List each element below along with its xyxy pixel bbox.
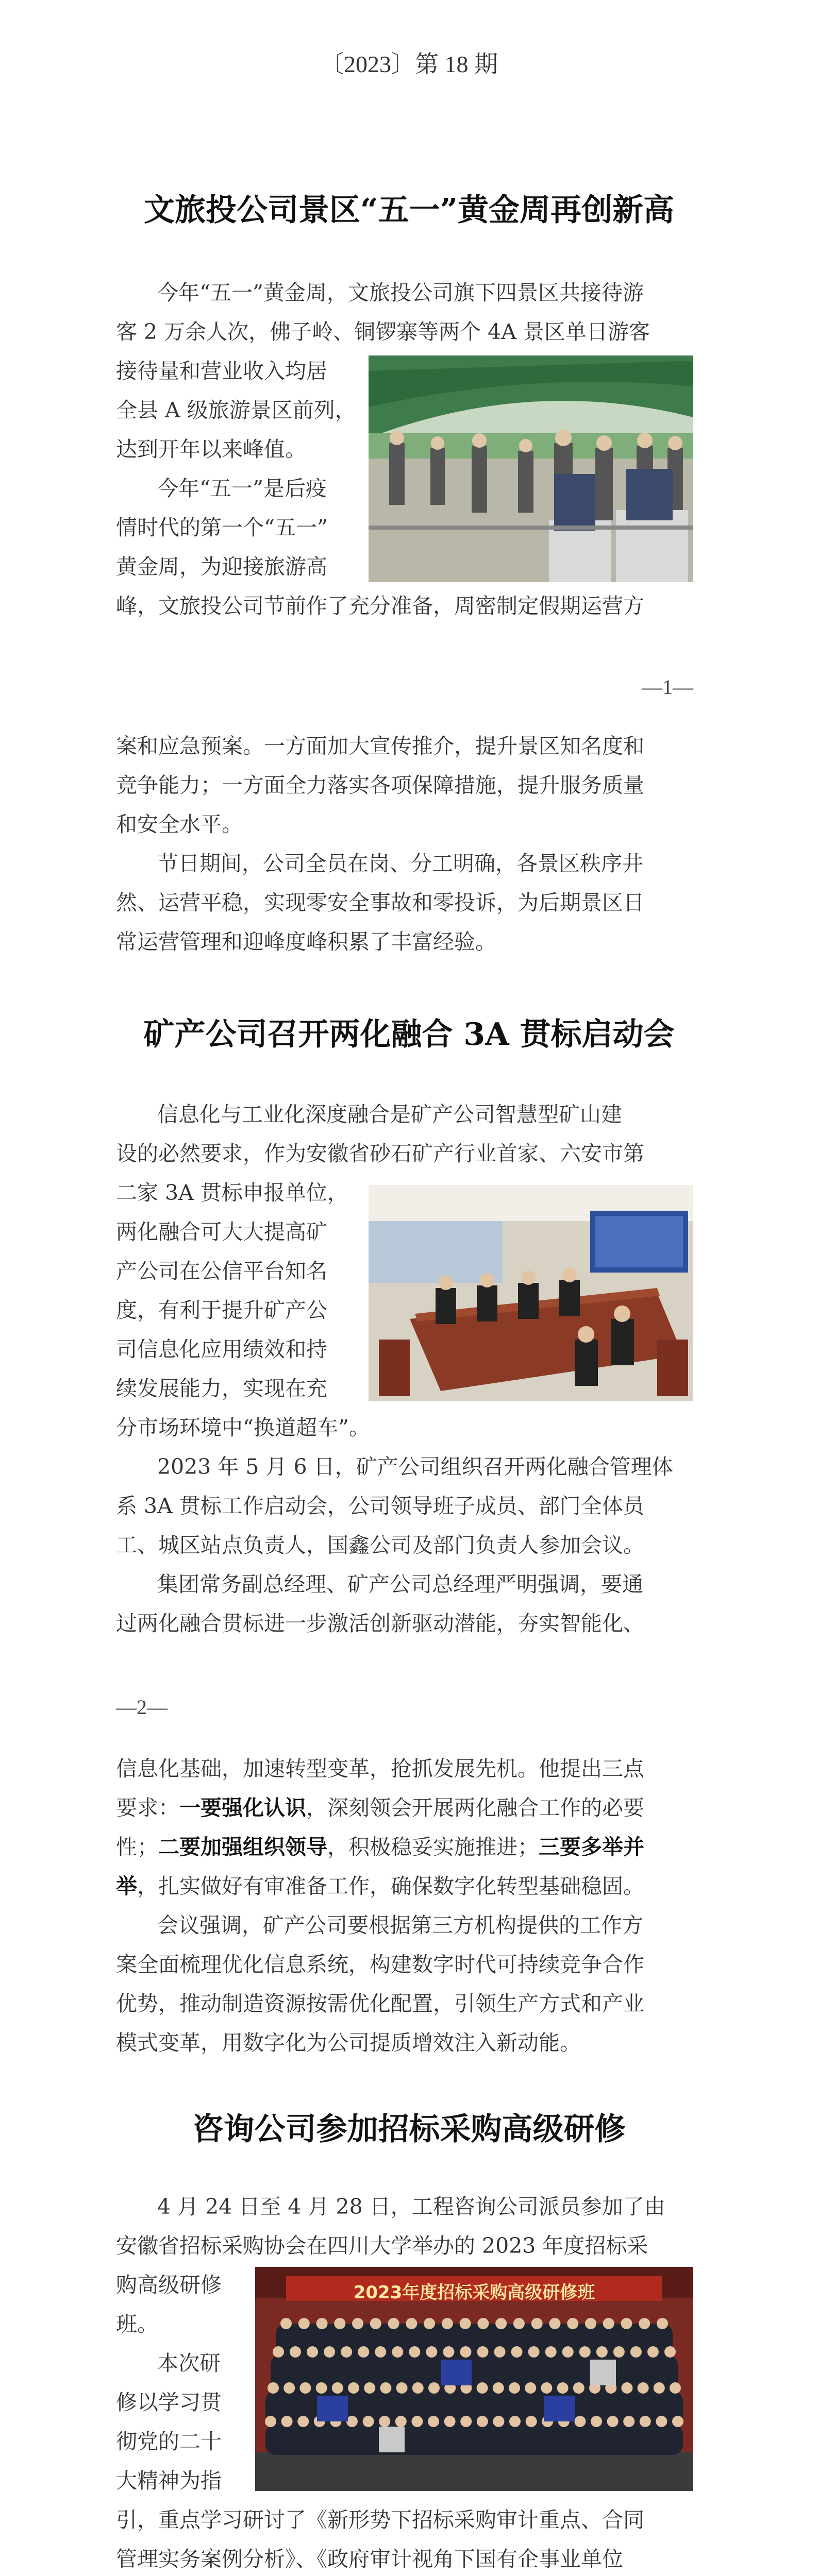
article-2-line: 二家 3A 贯标申报单位， [116, 1180, 348, 1205]
article-2-line: 案全面梳理优化信息系统，构建数字时代可持续竞争合作 [116, 1952, 644, 1977]
emphasis-text: 一要强化认识 [179, 1795, 306, 1820]
article-2-line: 司信息化应用绩效和持 [116, 1337, 327, 1362]
article-1-line: 接待量和营业收入均居 [116, 359, 327, 383]
article-3-line: 修以学习贯 [116, 2390, 222, 2415]
article-3-line: 大精神为指 [116, 2468, 222, 2493]
article-2-line: 产公司在公信平台知名 [116, 1259, 327, 1283]
article-1-line: 情时代的第一个“五一” [116, 515, 328, 540]
page-number-1: —1— [642, 675, 693, 699]
article-3-title: 咨询公司参加招标采购高级研修 [192, 2111, 626, 2147]
article-2-line: 信息化与工业化深度融合是矿产公司智慧型矿山建 [157, 1102, 622, 1127]
article-1-line: 今年“五一”黄金周，文旅投公司旗下四景区共接待游 [157, 280, 644, 305]
article-3-line: 安徽省招标采购协会在四川大学举办的 2023 年度招标采 [116, 2233, 648, 2258]
article-3-line: 管理实务案例分析》、《政府审计视角下国有企事业单位 [116, 2547, 623, 2571]
article-2-line: 会议强调，矿产公司要根据第三方机构提供的工作方 [157, 1913, 643, 1938]
article-1-line: 竞争能力；一方面全力落实各项保障措施，提升服务质量 [116, 773, 644, 798]
article-1-line: 峰，文旅投公司节前作了充分准备，周密制定假期运营方 [116, 594, 644, 618]
article-2-line: 工、城区站点负责人，国鑫公司及部门负责人参加会议。 [116, 1533, 644, 1557]
article-2-line: 续发展能力，实现在充 [116, 1376, 327, 1401]
article-1-line: 然、运营平稳，实现零安全事故和零投诉，为后期景区日 [116, 890, 644, 915]
article-1-line: 和安全水平。 [116, 812, 243, 837]
article-1-line: 全县 A 级旅游景区前列， [116, 398, 356, 422]
article-1-line: 案和应急预案。一方面加大宣传推介，提升景区知名度和 [116, 734, 644, 758]
issue-number: 〔2023〕第 18 期 [320, 51, 498, 77]
article-2-line: 两化融合可大大提高矿 [116, 1219, 327, 1244]
article-2-line: 2023 年 5 月 6 日，矿产公司组织召开两化融合管理体 [157, 1454, 673, 1479]
article-1-line: 客 2 万余人次，佛子岭、铜锣寨等两个 4A 景区单日游客 [116, 319, 650, 344]
article-2-line: 度，有利于提升矿产公 [116, 1298, 327, 1323]
article-2-line: 集团常务副总经理、矿产公司总经理严明强调，要通 [157, 1572, 643, 1597]
article-2-line: 举，扎实做好有审准备工作，确保数字化转型基础稳固。 [116, 1874, 644, 1899]
photo-banner-text: 2023年度招标采购高级研修班 [353, 2282, 595, 2303]
article-3-line: 引，重点学习研讨了《新形势下招标采购审计重点、合同 [116, 2507, 644, 2532]
training-group-photo [255, 2267, 693, 2491]
emphasis-text: 举 [116, 1874, 137, 1899]
article-2-line: 过两化融合贯标进一步激活创新驱动潜能，夯实智能化、 [116, 1611, 644, 1636]
article-2-line: 设的必然要求，作为安徽省砂石矿产行业首家、六安市第 [116, 1141, 644, 1166]
article-2-line: 优势，推动制造资源按需优化配置，引领生产方式和产业 [116, 1991, 644, 2016]
article-2-line: 模式变革，用数字化为公司提质增效注入新动能。 [116, 2030, 581, 2055]
article-1-line: 节日期间，公司全员在岗、分工明确，各景区秩序井 [157, 851, 643, 876]
scenic-area-tourists-photo [369, 355, 693, 582]
article-2-title: 矿产公司召开两化融合 3A 贯标启动会 [143, 1016, 675, 1053]
article-2-line: 信息化基础，加速转型变革，抢抓发展先机。他提出三点 [116, 1756, 644, 1781]
article-3-line: 班。 [116, 2312, 158, 2336]
article-2-line: 要求：一要强化认识，深刻领会开展两化融合工作的必要 [116, 1795, 644, 1820]
article-2-line: 性；二要加强组织领导，积极稳妥实施推进；三要多举并 [116, 1835, 644, 1859]
article-1-line: 黄金周，为迎接旅游高 [116, 554, 327, 579]
article-1-line: 常运营管理和迎峰度峰积累了丰富经验。 [116, 929, 496, 954]
page-number-2: —2— [116, 1696, 168, 1719]
article-3-line: 彻党的二十 [116, 2429, 222, 2454]
article-3-line: 4 月 24 日至 4 月 28 日，工程咨询公司派员参加了由 [157, 2194, 665, 2219]
emphasis-text: 二要加强组织领导 [158, 1835, 327, 1859]
article-2-line: 系 3A 贯标工作启动会，公司领导班子成员、部门全体员 [116, 1494, 644, 1518]
article-1-line: 今年“五一”是后疫 [157, 476, 327, 501]
article-1-line: 达到开年以来峰值。 [116, 437, 306, 462]
article-1-title: 文旅投公司景区“五一”黄金周再创新高 [143, 192, 675, 228]
article-3-line: 本次研 [157, 2351, 221, 2376]
emphasis-text: 三要多举并 [539, 1835, 644, 1859]
article-2-line: 分市场环境中“换道超车”。 [116, 1415, 370, 1440]
article-3-line: 购高级研修 [116, 2273, 222, 2297]
meeting-room-photo [369, 1185, 693, 1401]
